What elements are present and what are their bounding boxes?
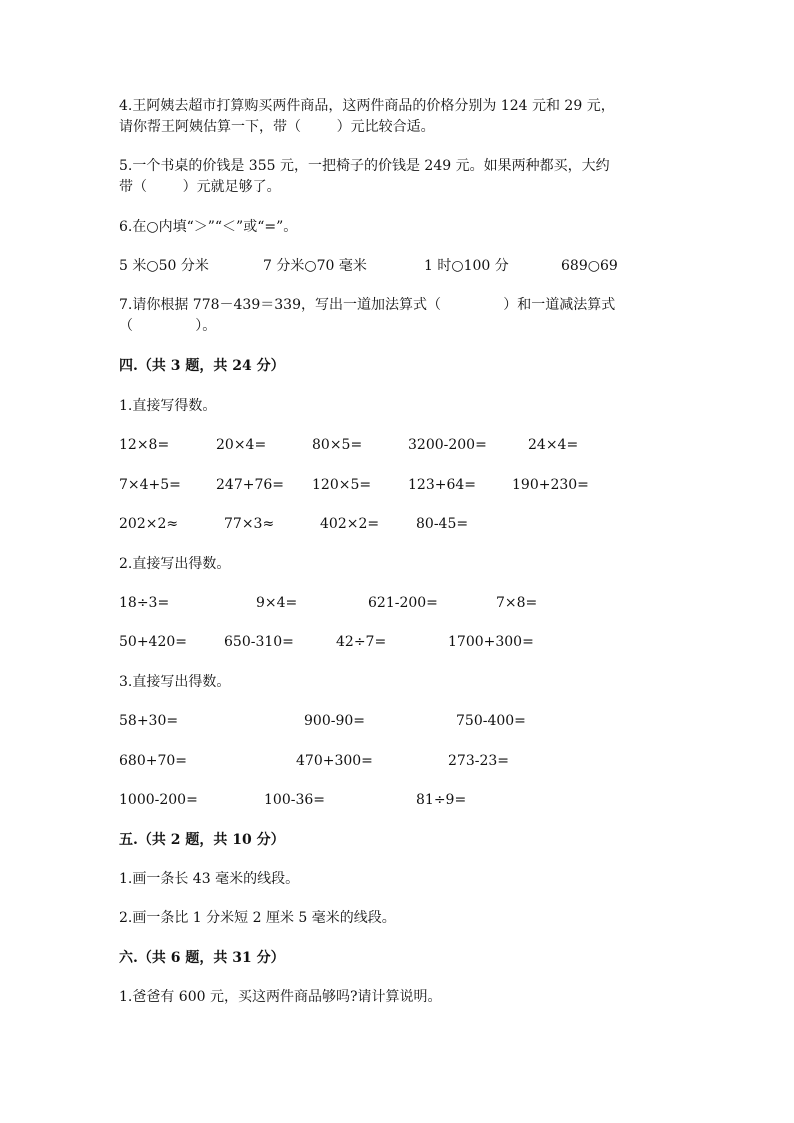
s4-q3-problem: 750-400= [456,713,526,729]
s4-q1-problem: 402×2= [320,516,380,532]
s4-q1-problem: 123+64= [408,477,476,493]
q6-title: 6.在○内填“＞”“＜”或“=”。 [119,219,298,235]
s4-q1-problem: 80×5= [312,437,363,453]
s4-q1-title: 1.直接写得数。 [119,398,217,414]
s4-q2-problem: 50+420= [119,634,187,650]
s4-q1-problem: 77×3≈ [224,516,275,532]
s4-q3-problem: 58+30= [119,713,179,729]
q7-line-2: （ ）。 [119,318,217,334]
s4-q3-problem: 81÷9= [416,792,467,808]
q6-item: 1 时○100 分 [424,258,509,274]
section-4-heading: 四.（共 3 题，共 24 分） [119,358,285,374]
s4-q1-problem: 120×5= [312,477,372,493]
s4-q3-problem: 680+70= [119,753,187,769]
s5-q1: 1.画一条长 43 毫米的线段。 [119,871,300,887]
section-5-heading: 五.（共 2 题，共 10 分） [119,832,285,848]
q4-line-1: 4.王阿姨去超市打算购买两件商品，这两件商品的价格分别为 124 元和 29 元， [119,98,615,114]
q5-line-1: 5.一个书桌的价钱是 355 元，一把椅子的价钱是 249 元。如果两种都买，大约 [119,158,610,174]
q6-item: 689○69 [561,258,618,274]
s4-q1-problem: 20×4= [216,437,267,453]
s4-q1-problem: 24×4= [528,437,579,453]
s4-q1-problem: 202×2≈ [119,516,179,532]
s4-q3-problem: 470+300= [296,753,373,769]
q7-line-1: 7.请你根据 778－439＝339，写出一道加法算式（ ）和一道减法算式 [119,297,616,313]
s4-q2-problem: 621-200= [368,595,438,611]
s4-q2-problem: 18÷3= [119,595,170,611]
s4-q1-problem: 190+230= [512,477,589,493]
q4-line-2: 请你帮王阿姨估算一下，带（ ）元比较合适。 [119,119,435,135]
s4-q2-problem: 7×8= [496,595,538,611]
s4-q1-problem: 3200-200= [408,437,487,453]
s4-q3-problem: 900-90= [304,713,365,729]
s4-q2-problem: 650-310= [224,634,294,650]
q6-item: 7 分米○70 毫米 [263,258,367,274]
s4-q3-title: 3.直接写出得数。 [119,674,231,690]
q6-item: 5 米○50 分米 [119,258,209,274]
s4-q1-problem: 247+76= [216,477,284,493]
s4-q2-title: 2.直接写出得数。 [119,556,231,572]
s4-q1-problem: 7×4+5= [119,477,181,493]
s4-q1-problem: 80-45= [416,516,469,532]
section-6-heading: 六.（共 6 题，共 31 分） [119,950,285,966]
s4-q1-problem: 12×8= [119,437,170,453]
s4-q3-problem: 1000-200= [119,792,198,808]
q5-line-2: 带（ ）元就足够了。 [119,179,281,195]
s5-q2: 2.画一条比 1 分米短 2 厘米 5 毫米的线段。 [119,910,396,926]
s4-q2-problem: 1700+300= [448,634,534,650]
s4-q3-problem: 100-36= [264,792,325,808]
s4-q2-problem: 42÷7= [336,634,387,650]
s4-q2-problem: 9×4= [256,595,298,611]
s4-q3-problem: 273-23= [448,753,509,769]
s6-q1: 1.爸爸有 600 元，买这两件商品够吗?请计算说明。 [119,989,442,1005]
